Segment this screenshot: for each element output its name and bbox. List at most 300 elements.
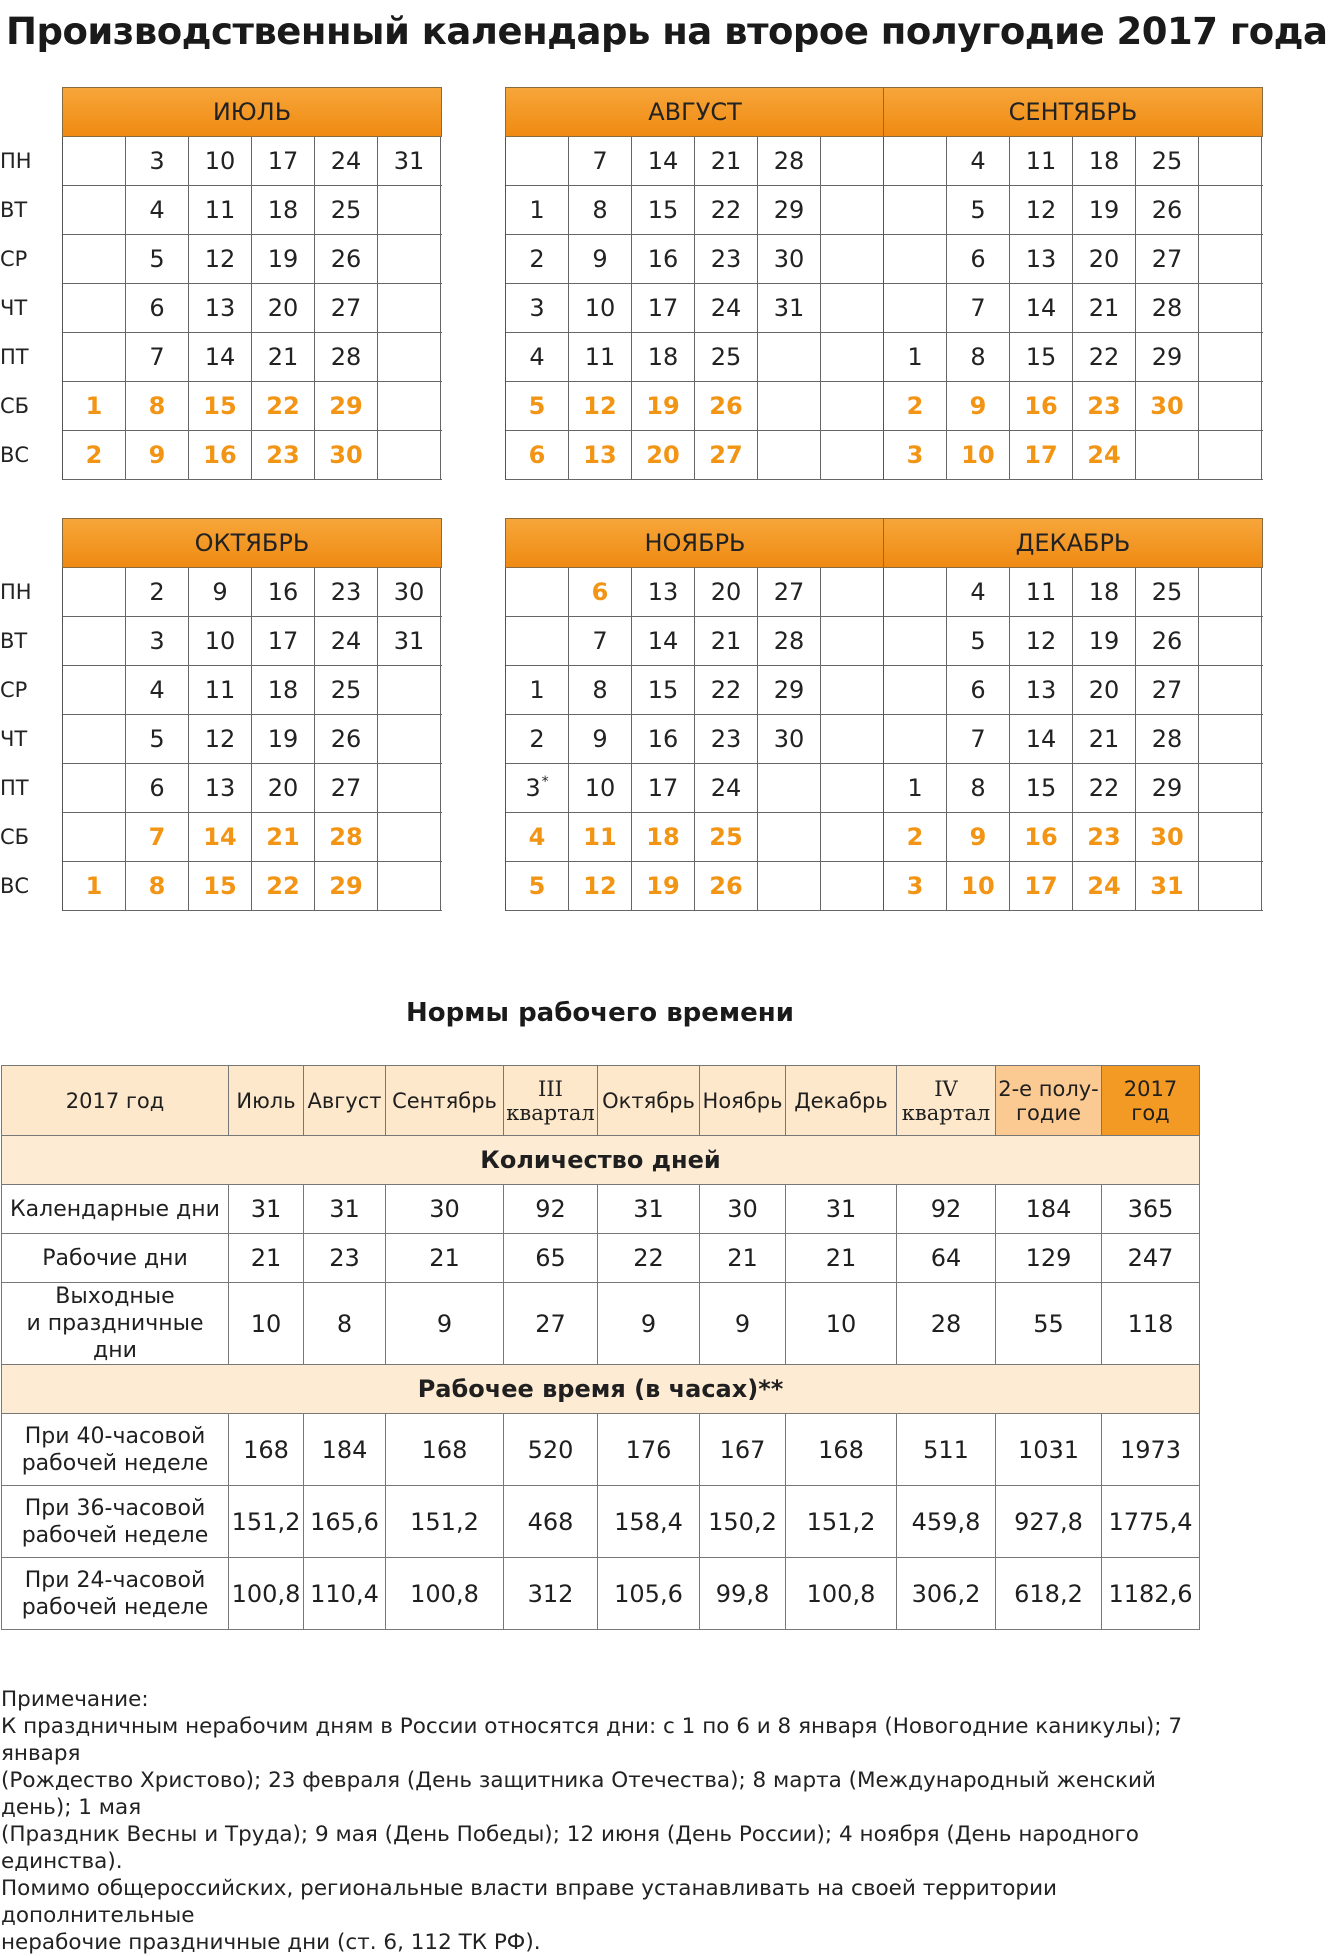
table-row [2,1283,1200,1365]
day-cell [378,715,441,763]
day-cell: 19 [1073,186,1136,234]
day-cell: 19 [252,235,315,283]
week-row [506,137,885,186]
table-cell: 1775,4 [1102,1486,1200,1558]
table-cell: 21 [229,1234,304,1283]
day-cell: 29 [758,186,821,234]
row-label [2,1283,229,1365]
day-cell: 18 [632,813,695,861]
cell-line: 2017 [1123,1076,1178,1101]
day-cell: 1 [506,666,569,714]
day-cell: 9 [947,382,1010,430]
day-cell: 17 [252,137,315,185]
day-cell: 16 [1010,813,1073,861]
day-cell: 28 [315,333,378,381]
day-cell: 26 [315,715,378,763]
day-cell [821,431,884,479]
weekday-label: СР [0,677,28,702]
day-cell: 4 [506,813,569,861]
day-cell [378,862,441,910]
day-cell: 30 [758,715,821,763]
week-row [884,284,1263,333]
day-cell: 6 [569,568,632,616]
day-cell [506,137,569,185]
day-cell: 23 [252,431,315,479]
day-cell: 12 [189,235,252,283]
day-cell: 20 [1073,235,1136,283]
day-cell: 29 [1136,333,1199,381]
note-line: К праздничным нерабочим дням в России относятся дни: с 1 по 6 и 8 января (Новогодние каникулы); 7 января [1,1714,1183,1766]
day-cell [884,617,947,665]
day-cell: 26 [315,235,378,283]
table-cell: 247 [1102,1234,1200,1283]
table-cell: 151,2 [386,1486,504,1558]
day-cell: 7 [126,333,189,381]
week-row [506,862,885,911]
weekday-label: ЧТ [0,295,28,320]
day-cell [821,137,884,185]
section-title: Количество дней [2,1136,1200,1185]
header-cell: Сентябрь [386,1066,504,1136]
day-cell: 24 [1073,862,1136,910]
cell-line: годие [1016,1100,1081,1125]
day-cell: 3 [884,431,947,479]
day-cell: 26 [695,382,758,430]
day-cell: 19 [1073,617,1136,665]
cell-line: квартал [506,1100,595,1125]
table-cell: 105,6 [598,1558,700,1630]
day-cell: 30 [1136,813,1199,861]
day-cell: 23 [315,568,378,616]
week-row [63,333,442,382]
week-row [506,715,885,764]
table-cell: 618,2 [996,1558,1102,1630]
header-cell: Декабрь [786,1066,897,1136]
day-cell [63,137,126,185]
day-cell: 25 [695,333,758,381]
month-october [62,518,442,911]
day-cell: 6 [126,284,189,332]
week-row [506,617,885,666]
day-cell: 4 [506,333,569,381]
day-cell: 25 [695,813,758,861]
day-cell: 3 [126,137,189,185]
day-cell: 19 [632,382,695,430]
day-cell [884,666,947,714]
table-cell: 150,2 [700,1486,786,1558]
row-label [2,1486,229,1558]
table-cell: 158,4 [598,1486,700,1558]
weekday-label: ВС [0,873,30,898]
cell-line: рабочей неделе [21,1522,209,1548]
header-cell: Ноябрь [700,1066,786,1136]
weekday-labels-top [0,136,50,479]
table-cell: 1973 [1102,1414,1200,1486]
day-cell: 20 [252,764,315,812]
day-cell: 4 [126,666,189,714]
week-row [506,186,885,235]
day-cell: 13 [189,764,252,812]
page-title: Производственный календарь на второе полугодие 2017 года [6,10,1328,53]
table-cell: 110,4 [304,1558,386,1630]
table-cell: 312 [504,1558,598,1630]
weekday-label: ПН [0,148,32,173]
day-cell: 5 [947,617,1010,665]
day-cell: 6 [947,235,1010,283]
day-cell: 29 [1136,764,1199,812]
note-line: (Рождество Христово); 23 февраля (День защитника Отечества); 8 марта (Международный женский день); 1 мая [1,1768,1156,1820]
day-cell: 26 [695,862,758,910]
day-cell [63,813,126,861]
day-cell: 18 [1073,137,1136,185]
cell-line: Выходные [55,1284,175,1309]
day-cell: 26 [1136,617,1199,665]
day-cell: 21 [1073,284,1136,332]
day-cell: 23 [695,715,758,763]
day-cell [1199,715,1262,763]
day-cell [821,617,884,665]
day-cell [821,235,884,283]
day-cell: 21 [695,617,758,665]
week-row [63,568,442,617]
day-cell: 9 [189,568,252,616]
day-cell: 12 [569,382,632,430]
day-cell [378,666,441,714]
day-cell [63,284,126,332]
day-cell: 20 [695,568,758,616]
day-cell [378,333,441,381]
day-cell: 28 [1136,715,1199,763]
table-cell: 21 [700,1234,786,1283]
day-cell [884,235,947,283]
day-cell: 6 [506,431,569,479]
day-cell: 10 [569,284,632,332]
day-cell: 29 [315,382,378,430]
month-july [62,87,442,480]
table-cell: 184 [996,1185,1102,1234]
day-cell [63,568,126,616]
table-cell: 10 [786,1283,897,1365]
table-cell: 168 [786,1414,897,1486]
day-cell: 12 [1010,617,1073,665]
day-cell: 2 [506,235,569,283]
day-cell: 31 [1136,862,1199,910]
day-cell: 2 [884,813,947,861]
day-cell: 5 [947,186,1010,234]
week-row [63,382,442,431]
day-cell: 31 [378,617,441,665]
day-cell: 5 [506,862,569,910]
day-cell [821,186,884,234]
month-grid [505,137,885,480]
month-september [883,87,1263,480]
day-cell: 9 [569,715,632,763]
header-cell: Июль [229,1066,304,1136]
table-cell: 927,8 [996,1486,1102,1558]
day-cell [821,382,884,430]
note [1,1686,1199,1956]
day-cell: 10 [189,137,252,185]
cell-line: При 24-часовой [24,1567,206,1593]
day-cell: 26 [1136,186,1199,234]
day-cell: 10 [189,617,252,665]
weekday-label: СР [0,246,28,271]
table-row [2,1414,1200,1486]
week-row [506,431,885,480]
week-row [63,862,442,911]
day-cell [63,617,126,665]
table-cell: 21 [786,1234,897,1283]
table-cell: 459,8 [897,1486,996,1558]
day-cell: 16 [252,568,315,616]
week-row [884,431,1263,480]
day-cell: 30 [1136,382,1199,430]
day-cell [378,431,441,479]
day-cell: 14 [189,813,252,861]
day-cell [506,568,569,616]
day-cell: 23 [1073,382,1136,430]
month-november [505,518,885,911]
table-cell: 520 [504,1414,598,1486]
day-cell: 3 [126,617,189,665]
cell-line: и праздничные дни [26,1311,204,1363]
day-cell: 9 [126,431,189,479]
week-row [63,431,442,480]
day-cell: 16 [632,715,695,763]
day-cell: 24 [1073,431,1136,479]
table-cell: 92 [504,1185,598,1234]
day-cell [821,862,884,910]
day-cell: 28 [1136,284,1199,332]
weekday-label: ВТ [0,197,28,222]
day-cell: 20 [632,431,695,479]
day-cell [758,431,821,479]
day-cell [63,186,126,234]
day-cell [821,333,884,381]
month-header: СЕНТЯБРЬ [883,87,1263,137]
day-cell: 22 [1073,764,1136,812]
day-cell: 28 [315,813,378,861]
day-cell [821,666,884,714]
day-cell [884,186,947,234]
day-cell [1199,333,1262,381]
day-cell: 17 [1010,862,1073,910]
weekday-label: ПТ [0,344,29,369]
header-cell: Октябрь [598,1066,700,1136]
day-cell: 19 [632,862,695,910]
day-cell: 25 [315,666,378,714]
day-cell [821,764,884,812]
day-cell: 21 [1073,715,1136,763]
day-cell: 31 [758,284,821,332]
section-row [2,1136,1200,1185]
day-cell: 14 [632,137,695,185]
day-cell: 21 [695,137,758,185]
week-row [63,186,442,235]
table-cell: 168 [229,1414,304,1486]
weekday-label: ВС [0,442,30,467]
note-heading: Примечание: [1,1687,149,1712]
week-row [884,813,1263,862]
table-row [2,1234,1200,1283]
day-cell: 27 [1136,235,1199,283]
day-cell [821,813,884,861]
day-cell [1199,137,1262,185]
day-cell [1199,431,1262,479]
day-cell: 7 [569,617,632,665]
day-cell: 25 [1136,137,1199,185]
table-cell: 511 [897,1414,996,1486]
day-cell: 11 [189,186,252,234]
day-cell [378,813,441,861]
weekday-label: СБ [0,824,30,849]
day-cell: 2 [506,715,569,763]
weekday-labels-bottom [0,567,50,910]
day-cell [63,333,126,381]
day-cell [884,715,947,763]
day-cell [378,284,441,332]
table-cell: 365 [1102,1185,1200,1234]
day-cell: 14 [1010,284,1073,332]
day-cell [1136,431,1199,479]
day-cell [63,235,126,283]
week-row [506,284,885,333]
day-cell [821,284,884,332]
day-cell: 28 [758,137,821,185]
day-cell: 25 [1136,568,1199,616]
week-row [63,284,442,333]
day-cell: 13 [189,284,252,332]
day-cell [1199,666,1262,714]
day-cell: 7 [126,813,189,861]
table-cell: 151,2 [786,1486,897,1558]
day-cell: 29 [758,666,821,714]
day-cell: 31 [378,137,441,185]
table-cell: 30 [386,1185,504,1234]
day-cell: 15 [1010,333,1073,381]
day-cell [1199,862,1262,910]
day-cell: 22 [695,666,758,714]
week-row [506,568,885,617]
day-cell: 17 [632,764,695,812]
day-cell [378,382,441,430]
day-cell: 8 [569,666,632,714]
week-row [884,137,1263,186]
day-cell: 27 [1136,666,1199,714]
day-cell: 7 [947,284,1010,332]
day-cell [1199,186,1262,234]
day-cell: 4 [947,568,1010,616]
day-cell: 28 [758,617,821,665]
day-cell [378,186,441,234]
row-label [2,1185,229,1234]
day-cell: 14 [632,617,695,665]
table-cell: 9 [598,1283,700,1365]
day-cell [821,568,884,616]
day-cell: 12 [189,715,252,763]
table-cell: 9 [386,1283,504,1365]
day-cell: 21 [252,333,315,381]
day-cell: 27 [695,431,758,479]
day-cell: 1 [63,382,126,430]
day-cell [1199,235,1262,283]
table-cell: 23 [304,1234,386,1283]
day-cell: 16 [1010,382,1073,430]
week-row [884,715,1263,764]
week-row [884,862,1263,911]
day-cell [884,284,947,332]
row-label [2,1414,229,1486]
day-cell: 18 [632,333,695,381]
day-cell [884,137,947,185]
day-cell [821,715,884,763]
day-cell: 14 [1010,715,1073,763]
cell-line: рабочей неделе [21,1450,209,1476]
day-cell: 16 [189,431,252,479]
table-cell: 306,2 [897,1558,996,1630]
day-cell: 24 [695,284,758,332]
day-cell: 7 [569,137,632,185]
day-cell: 3 [884,862,947,910]
day-cell [884,568,947,616]
cell-line: квартал [901,1100,991,1125]
table-cell: 30 [700,1185,786,1234]
weekday-label: ПН [0,579,32,604]
table-cell: 167 [700,1414,786,1486]
day-cell: 15 [189,862,252,910]
table-cell: 55 [996,1283,1102,1365]
week-row [884,333,1263,382]
table-row [2,1185,1200,1234]
day-cell [506,617,569,665]
day-cell: 9 [569,235,632,283]
day-cell: 4 [947,137,1010,185]
day-cell: 2 [63,431,126,479]
day-cell: 22 [1073,333,1136,381]
day-cell: 16 [632,235,695,283]
day-cell: 25 [315,186,378,234]
table-row [2,1558,1200,1630]
day-cell: 24 [695,764,758,812]
day-cell: 30 [758,235,821,283]
table-cell: 27 [504,1283,598,1365]
week-row [884,764,1263,813]
month-header: ДЕКАБРЬ [883,518,1263,568]
day-cell [1199,617,1262,665]
table-cell: 100,8 [786,1558,897,1630]
week-row [506,382,885,431]
week-row [884,617,1263,666]
day-cell: 22 [252,862,315,910]
day-cell: 20 [252,284,315,332]
month-header: НОЯБРЬ [505,518,885,568]
day-cell: 24 [315,137,378,185]
header-cell [897,1066,996,1136]
table-cell: 92 [897,1185,996,1234]
table-cell: 31 [229,1185,304,1234]
week-row [63,235,442,284]
day-cell: 23 [1073,813,1136,861]
day-cell: 18 [1073,568,1136,616]
table-cell: 1182,6 [1102,1558,1200,1630]
day-cell: 6 [947,666,1010,714]
table-cell: 468 [504,1486,598,1558]
table-cell: 100,8 [229,1558,304,1630]
day-cell: 10 [569,764,632,812]
weekday-label: ПТ [0,775,29,800]
day-cell: 8 [126,862,189,910]
table-cell: 184 [304,1414,386,1486]
